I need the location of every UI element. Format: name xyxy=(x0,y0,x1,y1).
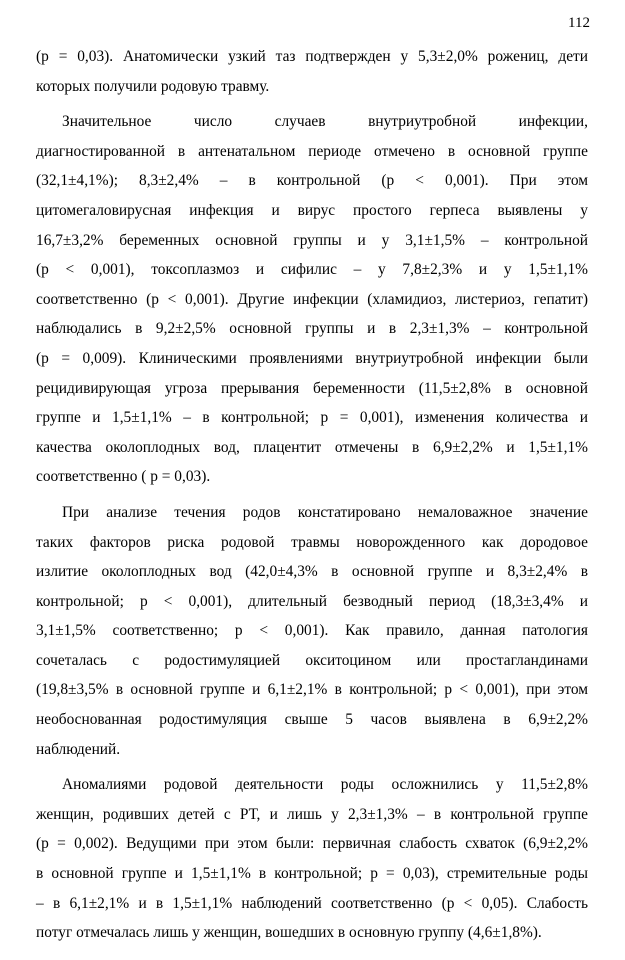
text-line: качества околоплодных вод, плацентит отмечены в 6,9±2,2% и 1,5±1,1% xyxy=(36,438,588,456)
text-line: Аномалиями родовой деятельности роды осложнились у 11,5±2,8% xyxy=(62,776,588,794)
text-line: (p = 0,009). Клиническими проявлениями внутриутробной инфекции были xyxy=(36,349,588,367)
text-line: сочеталась с родостимуляцией окситоцином или простагландинами xyxy=(36,651,588,669)
text-line: женщин, родивших детей с РТ, и лишь у 2,3±1,3% – в контрольной группе xyxy=(36,805,588,823)
text-line: Значительное число случаев внутриутробной инфекции, xyxy=(62,113,588,131)
text-line: соответственно ( p = 0,03). xyxy=(36,468,211,486)
text-line: необоснованная родостимуляция свыше 5 часов выявлена в 6,9±2,2% xyxy=(36,711,588,729)
text-line: – в 6,1±2,1% и в 1,5±1,1% наблюдений соответственно (p < 0,05). Слабость xyxy=(36,894,588,912)
body-text xyxy=(36,42,588,954)
text-line: таких факторов риска родовой травмы новорожденного как дородовое xyxy=(36,533,588,551)
text-line: наблюдений. xyxy=(36,740,121,758)
text-line: (19,8±3,5% в основной группе и 6,1±2,1% в контрольной; p < 0,001), при этом xyxy=(36,681,588,699)
text-line: (p = 0,03). Анатомически узкий таз подтвержден у 5,3±2,0% рожениц, дети xyxy=(36,48,588,65)
text-line: При анализе течения родов констатировано немаловажное значение xyxy=(62,503,588,521)
text-line: соответственно (p < 0,001). Другие инфекции (хламидиоз, листериоз, гепатит) xyxy=(36,290,588,308)
paragraph-2 xyxy=(36,107,588,492)
text-line: (p = 0,002). Ведущими при этом были: первичная слабость схваток (6,9±2,2% xyxy=(36,835,588,853)
text-line: цитомегаловирусная инфекция и вирус простого герпеса выявлены у xyxy=(36,201,588,219)
paragraph-3 xyxy=(36,498,588,764)
text-line: потуг отмечалась лишь у женщин, вошедших в основную группу (4,6±1,8%). xyxy=(36,924,542,942)
text-line: которых получили родовую травму. xyxy=(36,77,270,95)
page-number: 112 xyxy=(568,15,590,31)
text-line: 3,1±1,5% соответственно; p < 0,001). Как правило, данная патология xyxy=(36,622,588,640)
text-line: диагностированной в антенатальном периоде отмечено в основной группе xyxy=(36,142,588,160)
text-line: (p < 0,001), токсоплазмоз и сифилис – у 7,8±2,3% и у 1,5±1,1% xyxy=(36,261,588,279)
text-line: наблюдались в 9,2±2,5% основной группы и в 2,3±1,3% – контрольной xyxy=(36,320,588,338)
paragraph-1 xyxy=(36,42,588,101)
text-line: группе и 1,5±1,1% – в контрольной; p = 0,001), изменения количества и xyxy=(36,409,588,427)
text-line: (32,1±4,1%); 8,3±2,4% – в контрольной (p < 0,001). При этом xyxy=(36,172,588,190)
text-line: в основной группе и 1,5±1,1% в контрольной; p = 0,03), стремительные роды xyxy=(36,865,588,883)
text-line: излитие околоплодных вод (42,0±4,3% в основной группе и 8,3±2,4% в xyxy=(36,563,588,581)
text-line: рецидивирующая угроза прерывания беременности (11,5±2,8% в основной xyxy=(36,379,588,397)
text-line: 16,7±3,2% беременных основной группы и у 3,1±1,5% – контрольной xyxy=(36,231,588,249)
paragraph-4 xyxy=(36,770,588,948)
text-line: контрольной; p < 0,001), длительный безводный период (18,3±3,4% и xyxy=(36,592,588,610)
